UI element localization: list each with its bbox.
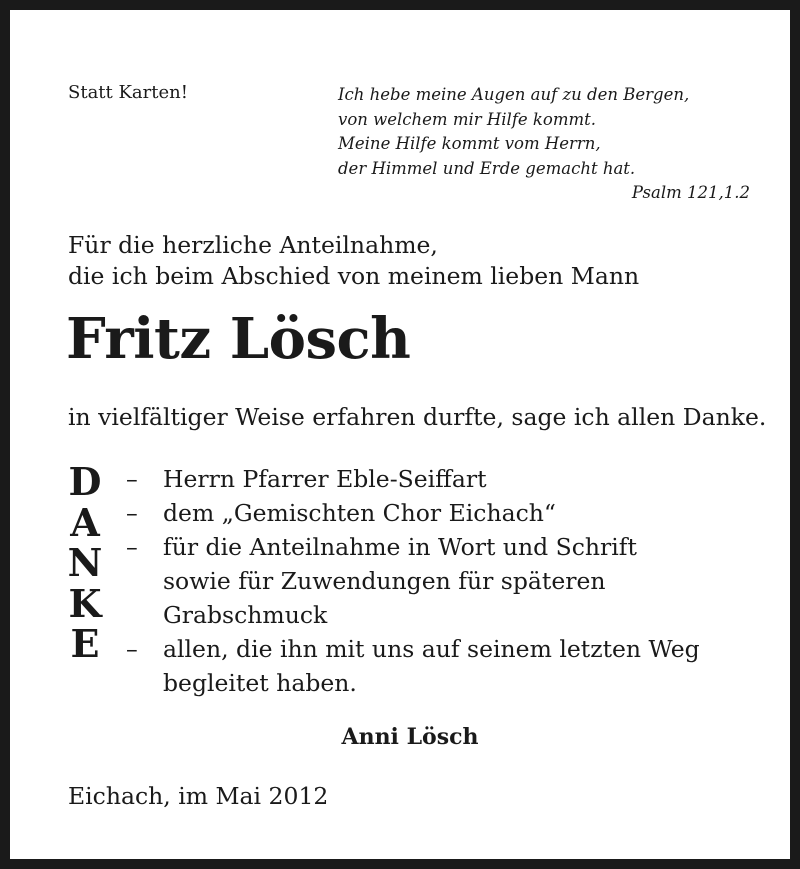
- list-item: [126, 462, 700, 496]
- list-item: [126, 598, 700, 632]
- list-dash: –: [126, 635, 138, 663]
- danke-letter: A: [70, 499, 100, 545]
- verse-line: von welchem mir Hilfe kommt.: [338, 109, 597, 129]
- list-item-text: dem „Gemischten Chor Eichach“: [163, 499, 556, 527]
- thanks-line: in vielfältiger Weise erfahren durfte, sage ich allen Danke.: [68, 403, 767, 431]
- danke-letter: D: [68, 459, 102, 504]
- list-item: [126, 530, 700, 564]
- list-item-text: begleitet haben.: [163, 669, 357, 697]
- danke-vertical-word: [65, 459, 105, 666]
- list-item-text: allen, die ihn mit uns auf seinem letzten Weg: [163, 635, 700, 663]
- danke-letter: N: [67, 540, 103, 585]
- list-item-text: für die Anteilnahme in Wort und Schrift: [163, 533, 637, 561]
- list-dash: [126, 598, 163, 632]
- list-item: [126, 564, 700, 598]
- verse-line: der Himmel und Erde gemacht hat.: [338, 158, 636, 178]
- place-and-date: Eichach, im Mai 2012: [68, 782, 329, 810]
- verse-line: Meine Hilfe kommt vom Herrn,: [338, 134, 601, 153]
- thanks-list: [126, 462, 700, 700]
- statt-karten-label: Statt Karten!: [68, 82, 188, 103]
- list-dash: –: [126, 533, 138, 561]
- list-item-text: Grabschmuck: [163, 601, 328, 629]
- list-dash: –: [126, 499, 138, 527]
- list-item-text: Herrn Pfarrer Eble-Seiffart: [163, 465, 487, 493]
- intro-line: Für die herzliche Anteilnahme,: [68, 231, 438, 259]
- psalm-verse: [338, 83, 752, 206]
- list-item: [126, 666, 700, 700]
- danke-letter: E: [70, 621, 100, 666]
- danke-letter: K: [68, 580, 102, 626]
- list-dash: [126, 564, 163, 598]
- list-dash: [126, 666, 163, 700]
- list-dash: –: [126, 465, 138, 493]
- list-item-text: sowie für Zuwendungen für späteren: [163, 567, 606, 595]
- verse-reference: Psalm 121,1.2: [631, 183, 750, 202]
- intro-line: die ich beim Abschied von meinem lieben Mann: [68, 262, 640, 290]
- verse-line: Ich hebe meine Augen auf zu den Bergen,: [338, 85, 690, 104]
- list-item: [126, 496, 700, 530]
- intro-text: [68, 230, 639, 292]
- signature-name: Anni Lösch: [341, 724, 479, 750]
- deceased-name: Fritz Lösch: [66, 306, 411, 372]
- list-item: [126, 632, 700, 666]
